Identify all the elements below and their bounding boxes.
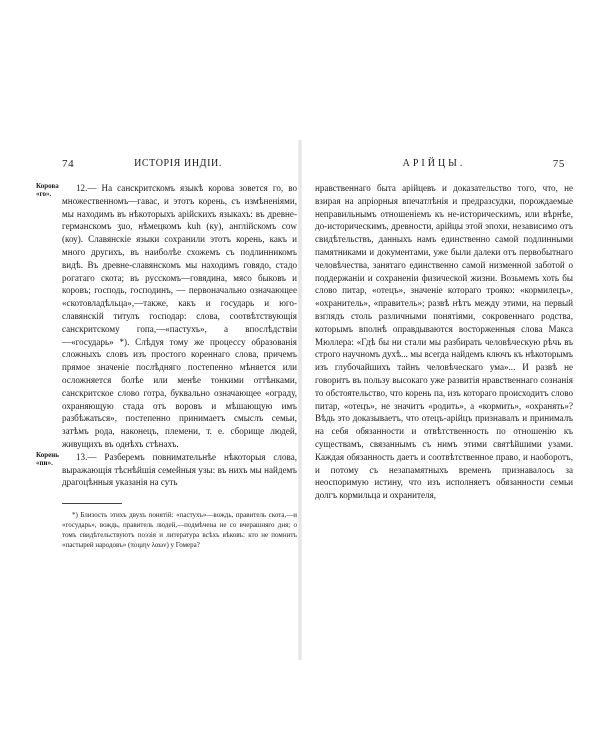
left-page-number: 74 bbox=[62, 158, 75, 170]
margin-note-root: Корень «пи». bbox=[36, 450, 59, 467]
footnote: *) Близость этихъ двухъ понятій: «пастухъ»—вождь, правитель скота,—и «государь», вождь, правитель людей,—подмѣчена не со вчерашняго дня; о томъ свидѣтельствуютъ поэзія и литература всѣхъ вѣковъ: кто не помнитъ «пастырей народовъ» (ποιμην λαων) у Гомера? bbox=[62, 511, 297, 550]
paragraph-12-text: 12.— На санскритскомъ языкѣ корова зовется го, во множественномъ—гавас, и этотъ корень, съ измѣненіями, мы находимъ въ нѣкоторыхъ арійскихъ языкахъ: въ древне-германскомъ ʒuo, нѣмецкомъ kuh (ку), англійскомъ cow (коу). Славянскіе языки сохранили этотъ корень, какъ и много другихъ, въ наиболѣе схожемъ съ подлинникомъ видѣ. Въ древне-славянскомъ мы находимъ говядо, стадо рогатаго скота; въ русскомъ—говядина, мясо быковъ и коровъ; господь, господинъ, — первоначально означающее «скотовладѣльца»,—также, какъ и государь и юго-славянскій титулъ господар: слова, соотвѣтствующія санскритскому гопа,—«пастухъ», а впослѣдствіи—«государь» *). Слѣдуя тому же процессу образованія сложныхъ словъ изъ простого кореннаго слова, причемъ прямое значеніе послѣдняго постепенно мѣняется или осложняется болѣе или менѣе тонкими оттѣнками, санскритское слово готра, буквально означающее «ограду, охраняющую стада отъ воровъ и мѣшающую имъ разбѣжаться», постепенно принимаетъ смыслъ семьи, затѣмъ рода, наконецъ, племени, т. е. сборище людей, живущихъ въ однѣхъ стѣнахъ. bbox=[62, 183, 297, 449]
right-body-text bbox=[315, 182, 573, 502]
margin-note-cow: Корова «го». bbox=[36, 182, 59, 198]
left-page-header bbox=[35, 158, 297, 178]
book-gutter bbox=[298, 140, 302, 660]
right-page bbox=[315, 158, 573, 502]
right-page-header bbox=[315, 158, 573, 178]
right-page-number: 75 bbox=[552, 158, 565, 170]
paragraph-12 bbox=[36, 182, 297, 451]
left-running-title: ИСТОРІЯ ИНДІИ. bbox=[134, 158, 222, 169]
right-paragraph: нравственнаго быта арійцевъ и доказательство того, что, не взирая на апріорныя впечатлѣнія и предразсудки, порождаемые неправильнымъ отношеніемъ къ не-историческимъ, или вѣрнѣе, до-историческимъ, древности, арійцы этой эпохи, независимо отъ свидѣтельствъ, данныхъ намъ единственно самой подлинными памятниками и документами, уже были далеки отъ первобытнаго человѣчества, занятаго единственно самой низменной заботой о поддержаніи и сохраненіи физической жизни. Возьмемъ хоть бы слово питар, «отецъ», значеніе котораго трояко: «кормилецъ», «охранитель», «правитель»; развѣ нѣтъ между этими, на первый взглядъ столь различными понятіями, сокровеннаго родства, которымъ вполнѣ оправдываются восторженныя слова Макса Мюллера: «Гдѣ бы ни стали мы разбирать человѣческую рѣчь въ строго научномъ духѣ... мы всегда найдемъ ключъ къ нѣкоторымъ изъ глубочайшихъ тайнъ человѣческаго ума»... И развѣ не говоритъ въ пользу высокаго уже развитія нравственнаго сознанія то обстоятельство, что корень па, изъ котораго происходитъ слово питар, «отецъ», не значитъ «родить», а «кормить», «охранять»? Вѣдь это доказываетъ, что отецъ-арійцъ признавалъ и принималъ на себя обязанности и отвѣтственность по отношенію къ существамъ, связаннымъ съ нимъ этими святѣйшими узами. Каждая обязанность даетъ и соотвѣтственное право, и наоборотъ, и потому съ незапамятныхъ временъ признавалось за неоспоримую истину, что изъ исполняетъ обязанности семьи долгъ кормильца и охранителя, bbox=[315, 183, 573, 501]
left-body-text bbox=[36, 182, 297, 489]
paragraph-13 bbox=[36, 450, 297, 489]
right-running-title: АРІЙЦЫ. bbox=[402, 158, 466, 169]
left-page bbox=[35, 158, 297, 550]
footnote-divider bbox=[62, 503, 122, 504]
paragraph-13-text: 13.— Разберемъ повнимательнѣе нѣкоторыя слова, выражающія тѣснѣйшія семейныя узы: въ нихъ мы найдемъ драгоцѣнныя указанія на суть bbox=[62, 451, 297, 488]
